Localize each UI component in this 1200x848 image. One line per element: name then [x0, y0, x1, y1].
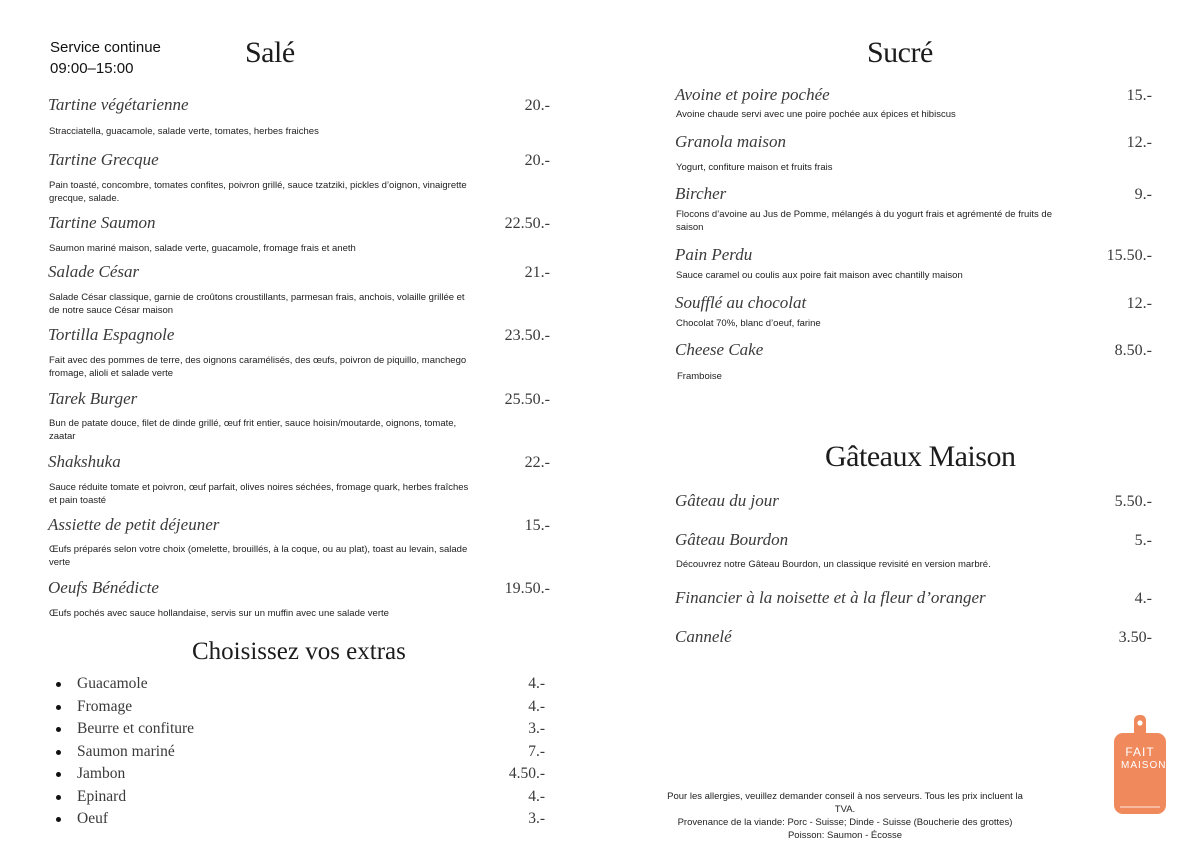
menu-item-price: 15.- [1126, 87, 1152, 104]
extras-item-name: Fromage [77, 697, 133, 715]
service-hours [50, 37, 161, 79]
menu-item-name: Cannelé [675, 627, 732, 646]
menu-item-name: Assiette de petit déjeuner [48, 515, 220, 534]
extras-item-price: 4.- [528, 675, 545, 692]
menu-item-description: Œufs préparés selon votre choix (omelette, brouillés, à la coque, ou au plat), toast au levain, salade verte [49, 544, 468, 568]
menu-item-name: Avoine et poire pochée [675, 85, 830, 104]
menu-item-description: Découvrez notre Gâteau Bourdon, un classique revisité en version marbré. [676, 559, 991, 570]
extras-item-name: Saumon mariné [77, 742, 175, 760]
menu-item-name: Tartine Grecque [48, 150, 159, 169]
menu-item-description: Avoine chaude servi avec une poire pochée aux épices et hibiscus [676, 109, 956, 120]
menu-item-name: Gâteau Bourdon [675, 530, 789, 549]
extras-item-price: 4.50.- [508, 765, 545, 782]
gateaux-title: Gâteaux Maison [825, 440, 1016, 473]
extras-item [56, 673, 551, 696]
menu-item-name: Tarek Burger [48, 389, 138, 408]
extras-item-price: 4.- [528, 787, 545, 805]
menu-item-price: 5.50.- [1114, 493, 1152, 510]
menu-item-name: Tortilla Espagnole [48, 325, 175, 344]
menu-item-description: Sauce caramel ou coulis aux poire fait maison avec chantilly maison [676, 270, 963, 281]
bullet-icon [56, 772, 61, 777]
menu-item-description: Chocolat 70%, blanc d’oeuf, farine [676, 318, 821, 329]
menu-item-price: 12.- [1126, 295, 1152, 312]
menu-item-price: 12.- [1126, 134, 1152, 151]
menu-item-description: Yogurt, confiture maison et fruits frais [676, 162, 833, 173]
logo-text-bottom: MAISON [1121, 760, 1167, 771]
menu-item-price: 22.- [524, 454, 550, 471]
extras-title: Choisissez vos extras [192, 638, 406, 665]
extras-item-price: 3.- [528, 810, 545, 827]
menu-item-price: 21.- [524, 264, 550, 281]
menu-item-description: Saumon mariné maison, salade verte, guacamole, fromage frais et aneth [49, 243, 356, 254]
menu-item-name: Bircher [675, 184, 727, 203]
sucre-title: Sucré [867, 36, 933, 69]
menu-item-name: Granola maison [675, 132, 786, 151]
menu-item-price: 15.- [524, 517, 550, 534]
allergy-note: Pour les allergies, veuillez demander conseil à nos serveurs. Tous les prix incluent la TVA. [667, 791, 1023, 815]
menu-item-description: Stracciatella, guacamole, salade verte, tomates, herbes fraiches [49, 126, 319, 137]
menu-item-name: Soufflé au chocolat [675, 293, 807, 312]
extras-item-price: 7.- [528, 742, 545, 760]
menu-item-price: 22.50.- [504, 215, 550, 232]
menu-item-name: Pain Perdu [675, 245, 753, 264]
menu-item-name: Oeufs Bénédicte [48, 578, 159, 597]
extras-item [56, 696, 551, 719]
footer-notes [660, 790, 1030, 842]
extras-item-price: 4.- [528, 697, 545, 715]
service-time: 09:00–15:00 [50, 60, 134, 77]
menu-item-name: Financier à la noisette et à la fleur d’oranger [675, 588, 986, 607]
menu-item-name: Salade César [48, 262, 140, 281]
sale-title: Salé [245, 36, 295, 69]
extras-list [56, 673, 551, 831]
menu-item-description: Œufs pochés avec sauce hollandaise, servis sur un muffin avec une salade verte [49, 608, 389, 619]
meat-origin-note: Provenance de la viande: Porc - Suisse; Dinde - Suisse (Boucherie des grottes) [677, 817, 1013, 828]
extras-item-name: Oeuf [77, 810, 108, 827]
menu-item-price: 4.- [1134, 590, 1152, 607]
menu-item-price: 23.50.- [504, 327, 550, 344]
menu-item-name: Tartine végétarienne [48, 95, 189, 114]
extras-item-name: Epinard [77, 787, 127, 805]
bullet-icon [56, 750, 61, 755]
menu-item-name: Gâteau du jour [675, 491, 779, 510]
menu-item-price: 15.50.- [1106, 247, 1152, 264]
menu-item-description: Framboise [677, 371, 722, 382]
menu-item-name: Shakshuka [48, 452, 121, 471]
logo-text-top: FAIT [1125, 745, 1155, 759]
menu-item-price: 20.- [524, 97, 550, 114]
bullet-icon [56, 682, 61, 687]
bullet-icon [56, 817, 61, 822]
menu-item-name: Tartine Saumon [48, 213, 156, 232]
menu-item-description: Sauce réduite tomate et poivron, œuf parfait, olives noires séchées, fromage quark, herbes fraîches et pain toasté [49, 482, 469, 506]
extras-item-price: 3.- [528, 720, 545, 737]
menu-item-description: Bun de patate douce, filet de dinde grillé, œuf frit entier, sauce hoisin/moutarde, oignons, tomate, zaatar [49, 418, 457, 442]
extras-item [56, 741, 551, 764]
bullet-icon [56, 727, 61, 732]
extras-item-name: Jambon [77, 765, 126, 782]
menu-item-name: Cheese Cake [675, 340, 764, 359]
extras-item [56, 763, 551, 786]
menu-item-price: 25.50.- [504, 391, 550, 408]
menu-item-description: Fait avec des pommes de terre, des oignons caramélisés, des œufs, poivron de piquillo, manchego fromage, alioli et salade verte [49, 355, 467, 379]
menu-item-price: 8.50.- [1114, 342, 1152, 359]
menu-item-description: Flocons d’avoine au Jus de Pomme, mélangés à du yogurt frais et agrémenté de fruits de saison [676, 209, 1052, 233]
extras-item [56, 718, 551, 741]
extras-item-name: Guacamole [77, 675, 148, 692]
bullet-icon [56, 705, 61, 710]
menu-item-price: 20.- [524, 152, 550, 169]
service-label: Service continue [50, 39, 161, 56]
menu-item-price: 19.50.- [504, 580, 550, 597]
extras-item [56, 786, 551, 809]
menu-item-price: 9.- [1134, 186, 1152, 203]
menu-item-description: Pain toasté, concombre, tomates confites, poivron grillé, sauce tzatziki, pickles d’oignon, vinaigrette grecque, salade. [49, 180, 467, 204]
menu-item-price: 3.50- [1118, 629, 1152, 646]
bullet-icon [56, 795, 61, 800]
menu-item-description: Salade César classique, garnie de croûtons croustillants, parmesan frais, anchois, volaille grillée et de notre sauce César maison [49, 292, 465, 316]
fish-origin-note: Poisson: Saumon - Écosse [787, 830, 903, 841]
extras-item-name: Beurre et confiture [77, 720, 195, 737]
menu-item-price: 5.- [1134, 532, 1152, 549]
cutting-board-logo [1112, 715, 1168, 814]
extras-item [56, 808, 551, 831]
